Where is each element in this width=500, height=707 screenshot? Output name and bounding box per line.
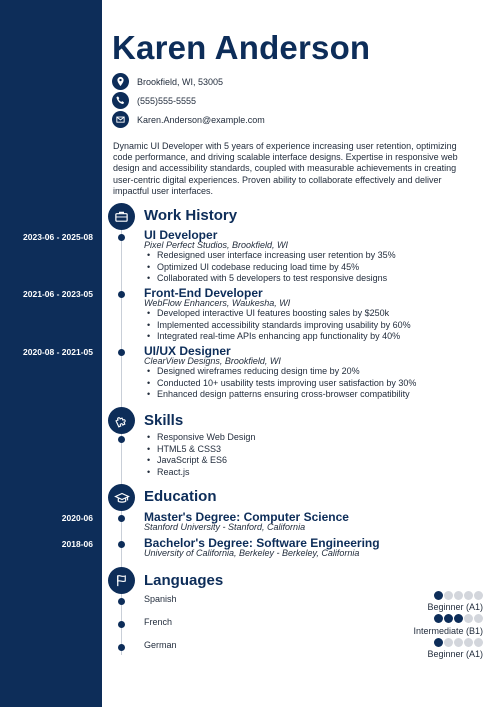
job-bullets [147,308,411,343]
job-bullet: • Implemented accessibility standards improving usability by 60% [147,320,411,332]
timeline-dot [118,515,125,522]
education-degree: Master's Degree: Computer Science [144,510,349,524]
rating-dot-filled [434,591,443,600]
job-company: ClearView Designs, Brookfield, WI [144,356,281,366]
job-bullet: • Optimized UI codebase reducing load time by 45% [147,262,396,274]
language-name: German [144,640,177,650]
timeline-dot [118,234,125,241]
timeline-dot [118,436,125,443]
rating-dot-filled [434,614,443,623]
rating-dot-empty [474,614,483,623]
professional-summary: Dynamic UI Developer with 5 years of experience increasing user retention, optimizing code performance, and driving scalable interface designs. Expertise in responsive web design and accessibility standards, coupled with measurable achievements in creating user-centric digital experiences. Proven ability to collaborate effectively and deliver impactful user interfaces. [113,141,458,196]
job-dates: 2023-06 - 2025-08 [23,232,93,242]
job-bullets [147,250,396,285]
job-bullet: • Designed wireframes reducing design time by 20% [147,366,416,378]
rating-dot-empty [454,591,463,600]
job-bullet: • Redesigned user interface increasing user retention by 35% [147,250,396,262]
rating-dot-filled [454,614,463,623]
candidate-name: Karen Anderson [112,29,371,66]
graduation-cap-icon [108,484,135,511]
job-dates: 2020-08 - 2021-05 [23,347,93,357]
timeline-dot [118,598,125,605]
language-rating [434,591,483,600]
email-text[interactable]: Karen.Anderson@example.com [137,114,265,125]
job-bullet: • Collaborated with 5 developers to test responsive designs [147,273,396,285]
envelope-icon [112,111,129,128]
language-level: Beginner (A1) [427,602,483,612]
rating-dot-empty [464,638,473,647]
flag-icon [108,567,135,594]
phone-text[interactable]: (555)555-5555 [137,95,197,106]
job-company: Pixel Perfect Studios, Brookfield, WI [144,240,289,250]
education-date: 2020-06 [61,513,93,523]
job-bullet: • Developed interactive UI features boosting sales by $250k [147,308,411,320]
rating-dot-filled [444,614,453,623]
timeline-dot [118,291,125,298]
skill-item: • HTML5 & CSS3 [147,444,255,456]
puzzle-icon [108,407,135,434]
contact-email [112,111,265,128]
contact-address [112,73,223,90]
address-text: Brookfield, WI, 53005 [137,76,224,87]
rating-dot-empty [444,638,453,647]
skills-heading: Skills [144,412,184,429]
skill-item: • JavaScript & ES6 [147,455,255,467]
job-title: UI/UX Designer [144,344,231,358]
rating-dot-empty [474,591,483,600]
education-date: 2018-06 [61,539,93,549]
language-name: Spanish [144,594,177,604]
timeline-dot [118,621,125,628]
rating-dot-empty [444,591,453,600]
skills-list [147,432,255,479]
languages-heading: Languages [144,572,224,589]
timeline-dot [118,541,125,548]
job-bullet: • Integrated real-time APIs enhancing app functionality by 40% [147,331,411,343]
rating-dot-empty [454,638,463,647]
work-history-heading: Work History [144,207,238,224]
language-rating [434,638,483,647]
briefcase-icon [108,203,135,230]
contact-phone [112,92,196,109]
job-bullet: • Conducted 10+ usability tests improving user satisfaction by 30% [147,378,416,390]
language-level: Intermediate (B1) [413,626,483,636]
job-company: WebFlow Enhancers, Waukesha, WI [144,298,291,308]
education-degree: Bachelor's Degree: Software Engineering [144,536,380,550]
education-heading: Education [144,488,217,505]
job-title: Front-End Developer [144,286,263,300]
rating-dot-empty [474,638,483,647]
skill-item: • React.js [147,467,255,479]
language-rating [434,614,483,623]
job-bullets [147,366,416,401]
skill-item: • Responsive Web Design [147,432,255,444]
timeline-dot [118,644,125,651]
education-school: Stanford University - Stanford, California [144,522,306,532]
language-name: French [144,617,173,627]
phone-icon [112,92,129,109]
education-school: University of California, Berkeley - Berkeley, California [144,548,360,558]
rating-dot-empty [464,614,473,623]
rating-dot-filled [434,638,443,647]
location-pin-icon [112,73,129,90]
job-title: UI Developer [144,228,218,242]
timeline-dot [118,349,125,356]
job-bullet: • Enhanced design patterns ensuring cross-browser compatibility [147,389,416,401]
language-level: Beginner (A1) [427,649,483,659]
job-dates: 2021-06 - 2023-05 [23,289,93,299]
rating-dot-empty [464,591,473,600]
